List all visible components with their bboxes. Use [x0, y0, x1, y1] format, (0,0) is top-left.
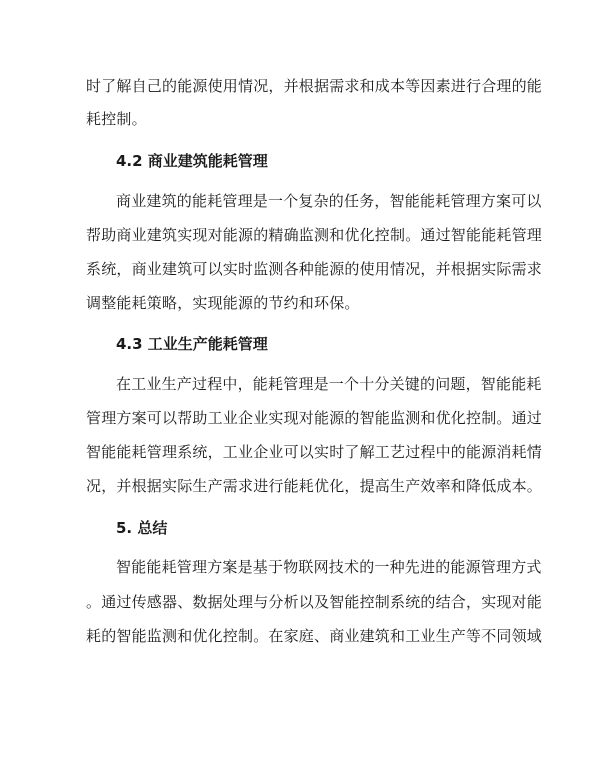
section-heading-4-2: 4.2 商业建筑能耗管理	[116, 152, 268, 170]
paragraph-line: 耗控制。	[86, 110, 147, 128]
paragraph-line: 耗的智能监测和优化控制。在家庭、商业建筑和工业生产等不同领域	[86, 627, 543, 645]
paragraph-line: 帮助商业建筑实现对能源的精确监测和优化控制。通过智能能耗管理	[86, 226, 543, 244]
paragraph-line: 智能能耗管理系统，工业企业可以实时了解工艺过程中的能源消耗情	[86, 443, 543, 461]
paragraph-line: 管理方案可以帮助工业企业实现对能源的智能监测和优化控制。通过	[86, 409, 543, 427]
paragraph-line: 况，并根据实际生产需求进行能耗优化，提高生产效率和降低成本。	[86, 477, 543, 495]
paragraph-line: 系统，商业建筑可以实时监测各种能源的使用情况，并根据实际需求	[86, 260, 543, 278]
paragraph-line: 时了解自己的能源使用情况，并根据需求和成本等因素进行合理的能	[86, 77, 543, 95]
paragraph-line: 。通过传感器、数据处理与分析以及智能控制系统的结合，实现对能	[86, 593, 543, 611]
section-heading-5: 5. 总结	[116, 519, 168, 537]
paragraph-line: 商业建筑的能耗管理是一个复杂的任务，智能能耗管理方案可以	[116, 192, 542, 210]
paragraph-line: 智能能耗管理方案是基于物联网技术的一种先进的能源管理方式	[116, 558, 542, 576]
paragraph-line: 调整能耗策略，实现能源的节约和环保。	[86, 294, 360, 312]
section-heading-4-3: 4.3 工业生产能耗管理	[116, 335, 268, 353]
paragraph-line: 在工业生产过程中，能耗管理是一个十分关键的问题，智能能耗	[116, 375, 542, 393]
